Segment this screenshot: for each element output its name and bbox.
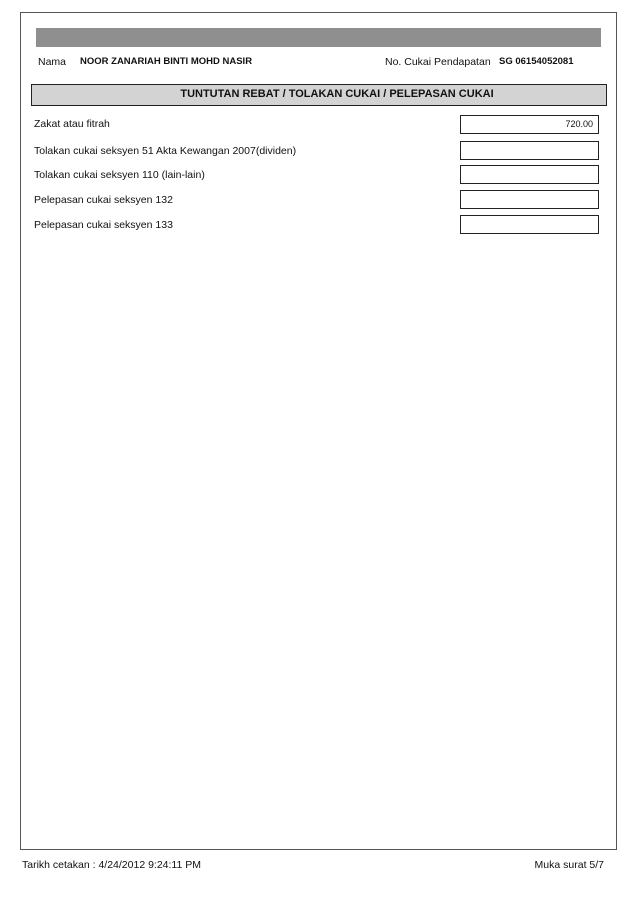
row-label-section-51: Tolakan cukai seksyen 51 Akta Kewangan 2007(dividen)	[34, 145, 297, 157]
row-field-section-133	[460, 215, 599, 234]
page-frame	[20, 12, 617, 850]
tax-number-label: No. Cukai Pendapatan	[385, 56, 491, 68]
row-field-section-51	[460, 141, 599, 160]
row-field-section-110	[460, 165, 599, 184]
row-field-section-132	[460, 190, 599, 209]
row-label-section-132: Pelepasan cukai seksyen 132	[34, 194, 173, 206]
row-label-section-133: Pelepasan cukai seksyen 133	[34, 219, 173, 231]
tax-number-value: SG 06154052081	[499, 56, 574, 67]
name-label: Nama	[38, 56, 67, 68]
name-value: NOOR ZANARIAH BINTI MOHD NASIR	[80, 56, 253, 67]
row-label-zakat: Zakat atau fitrah	[34, 118, 110, 130]
top-banner-bar	[36, 28, 601, 47]
section-title	[31, 84, 607, 106]
section-title-text: TUNTUTAN REBAT / TOLAKAN CUKAI / PELEPASAN CUKAI	[180, 88, 494, 100]
print-date: Tarikh cetakan : 4/24/2012 9:24:11 PM	[22, 859, 202, 871]
row-field-zakat: 720.00	[460, 115, 599, 134]
page-number: Muka surat 5/7	[534, 859, 604, 871]
row-label-section-110: Tolakan cukai seksyen 110 (lain-lain)	[34, 169, 205, 181]
